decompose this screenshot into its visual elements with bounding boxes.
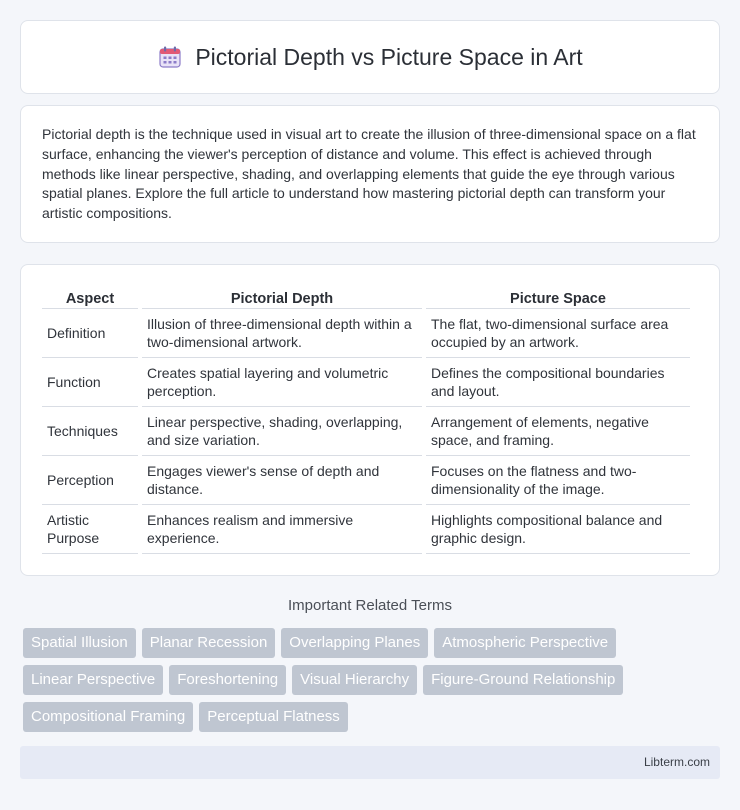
related-terms-list <box>23 628 723 732</box>
table-row <box>42 505 690 554</box>
term-tag[interactable]: Compositional Framing <box>23 702 193 732</box>
header-aspect: Aspect <box>42 287 138 309</box>
table-row <box>42 309 690 358</box>
table-row <box>42 456 690 505</box>
header-card <box>20 20 720 94</box>
aspect-cell: Techniques <box>42 407 138 456</box>
term-tag[interactable]: Figure-Ground Relationship <box>423 665 623 695</box>
comparison-card <box>20 264 720 576</box>
related-terms-title: Important Related Terms <box>288 597 452 614</box>
table-header-row <box>42 287 690 309</box>
space-cell: Defines the compositional boundaries and layout. <box>426 358 690 407</box>
term-tag[interactable]: Perceptual Flatness <box>199 702 348 732</box>
calendar-icon <box>157 44 183 70</box>
space-cell: The flat, two-dimensional surface area occupied by an artwork. <box>426 309 690 358</box>
aspect-cell: Perception <box>42 456 138 505</box>
space-cell: Highlights compositional balance and graphic design. <box>426 505 690 554</box>
aspect-cell: Definition <box>42 309 138 358</box>
aspect-cell: Function <box>42 358 138 407</box>
header-pictorial-depth: Pictorial Depth <box>142 287 422 309</box>
term-tag[interactable]: Planar Recession <box>142 628 276 658</box>
depth-cell: Illusion of three-dimensional depth within a two-dimensional artwork. <box>142 309 422 358</box>
depth-cell: Enhances realism and immersive experience. <box>142 505 422 554</box>
space-cell: Focuses on the flatness and two-dimensionality of the image. <box>426 456 690 505</box>
comparison-table <box>38 287 694 554</box>
aspect-cell: Artistic Purpose <box>42 505 138 554</box>
term-tag[interactable]: Overlapping Planes <box>281 628 428 658</box>
header-picture-space: Picture Space <box>426 287 690 309</box>
intro-text: Pictorial depth is the technique used in visual art to create the illusion of three-dimensional space on a flat surface, enhancing the viewer's perception of distance and volume. This effect is achieved through methods like linear perspective, shading, and overlapping elements that guide the eye through various spatial planes. Explore the full article to understand how mastering pictorial depth can transform your artistic compositions. <box>42 126 696 222</box>
table-row <box>42 358 690 407</box>
term-tag[interactable]: Linear Perspective <box>23 665 163 695</box>
term-tag[interactable]: Atmospheric Perspective <box>434 628 616 658</box>
table-row <box>42 407 690 456</box>
page-title: Pictorial Depth vs Picture Space in Art <box>195 43 583 70</box>
depth-cell: Creates spatial layering and volumetric perception. <box>142 358 422 407</box>
term-tag[interactable]: Visual Hierarchy <box>292 665 417 695</box>
term-tag[interactable]: Foreshortening <box>169 665 286 695</box>
term-tag[interactable]: Spatial Illusion <box>23 628 136 658</box>
intro-card <box>20 105 720 243</box>
footer <box>20 746 720 779</box>
footer-site-link[interactable]: Libterm.com <box>643 755 710 769</box>
depth-cell: Engages viewer's sense of depth and distance. <box>142 456 422 505</box>
space-cell: Arrangement of elements, negative space, and framing. <box>426 407 690 456</box>
depth-cell: Linear perspective, shading, overlapping, and size variation. <box>142 407 422 456</box>
